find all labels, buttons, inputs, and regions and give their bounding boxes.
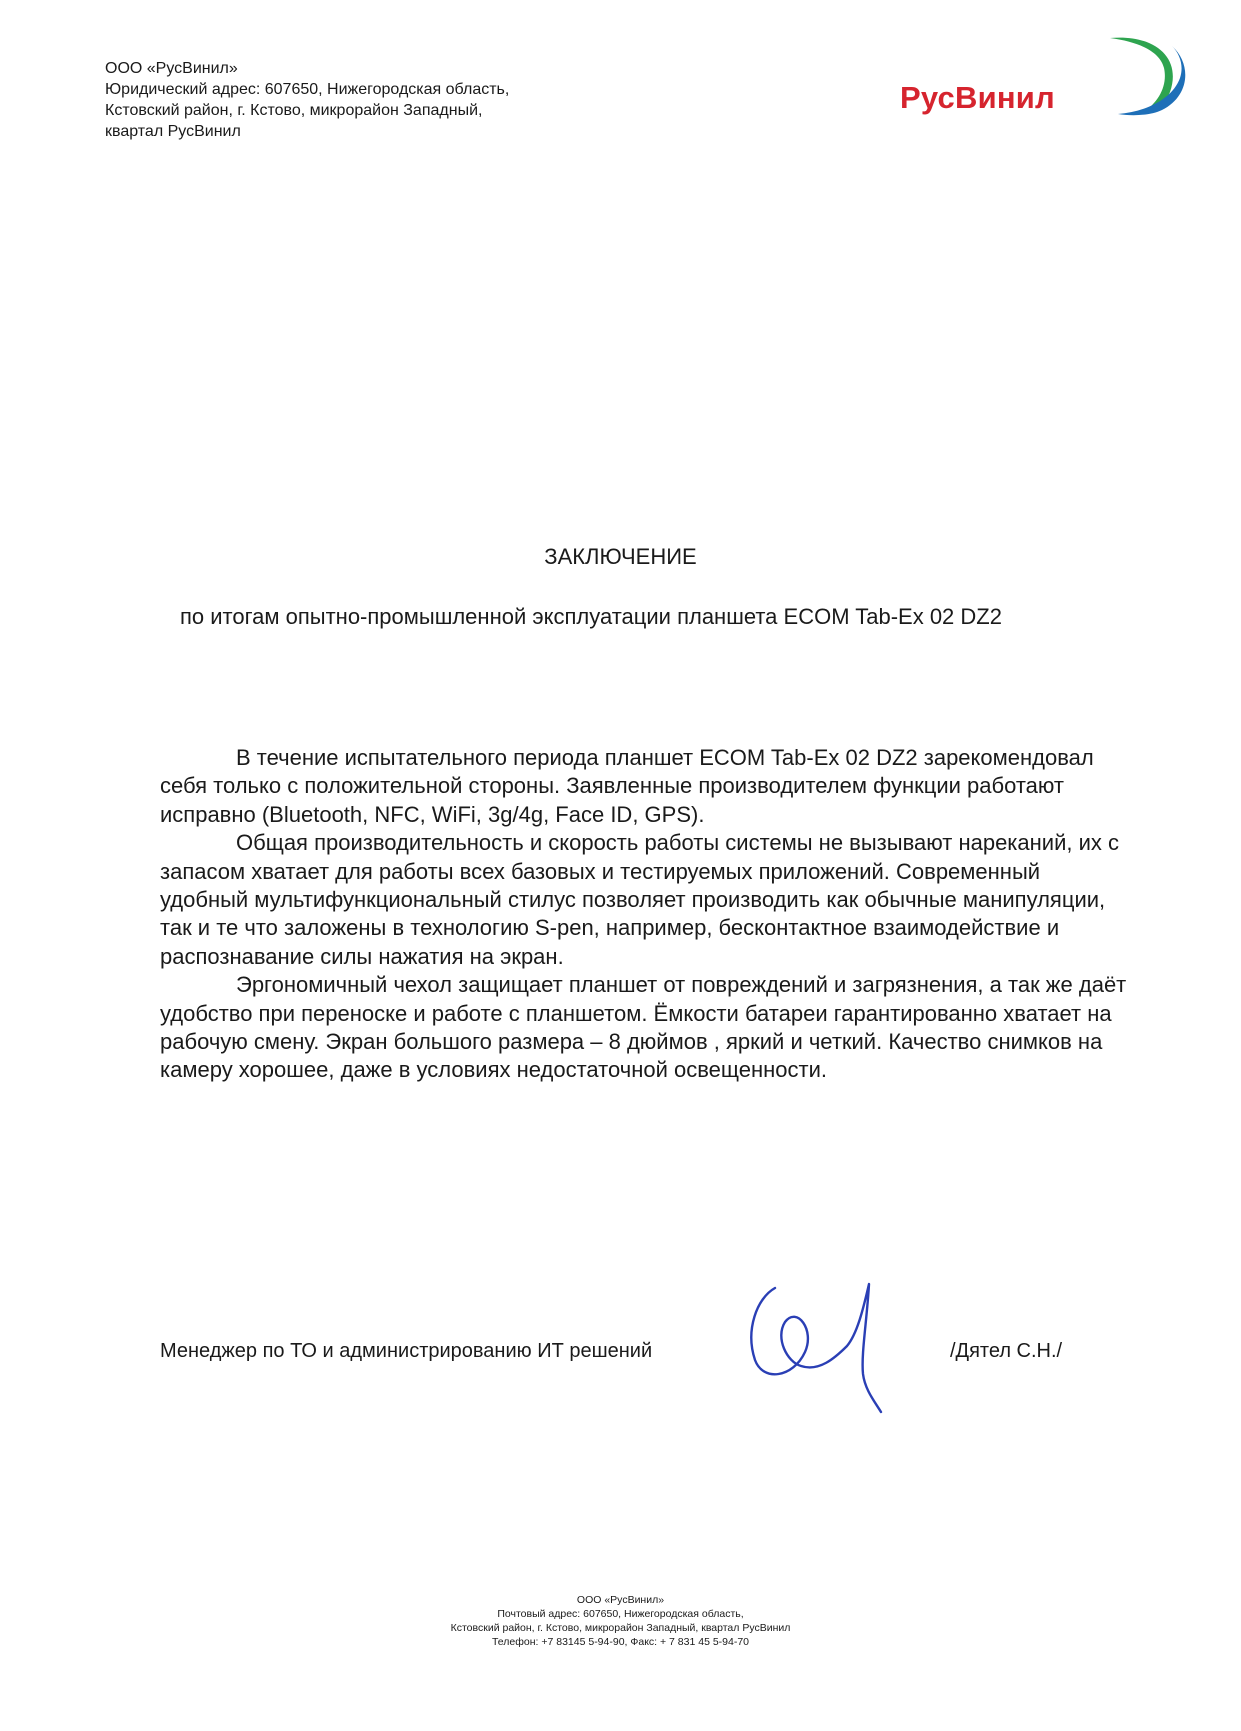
footer-line: ООО «РусВинил»	[576, 1594, 665, 1606]
footer-line: Почтовый адрес: 607650, Нижегородская область,	[497, 1608, 744, 1620]
document-title: ЗАКЛЮЧЕНИЕ	[544, 544, 697, 569]
header-address	[105, 58, 509, 142]
address-line: Юридический адрес: 607650, Нижегородская область,	[105, 81, 510, 98]
document-body	[160, 744, 1130, 1085]
body-paragraph: Эргономичный чехол защищает планшет от повреждений и загрязнения, а так же даёт удобство при переноске и работе с планшетом. Ёмкости батареи гарантированно хватает на рабочую смену. Экран большого размера – 8 дюймов , яркий и четкий. Качество снимков на камеру хорошее, даже в условиях недостаточной освещенности.	[160, 972, 1127, 1083]
address-line: квартал РусВинил	[105, 123, 241, 140]
logo-swoosh-icon	[1100, 30, 1195, 120]
logo-text: РусВинил	[900, 80, 1055, 115]
company-logo	[900, 30, 1200, 130]
footer-line: Телефон: +7 83145 5-94-90, Факс: + 7 831 45 5-94-70	[491, 1636, 750, 1648]
document-subtitle: по итогам опытно-промышленной эксплуатации планшета ECOM Tab-Ex 02 DZ2	[180, 604, 1002, 629]
signer-position: Менеджер по ТО и администрированию ИТ решений	[160, 1340, 653, 1362]
footer-line: Кстовский район, г. Кстово, микрорайон Западный, квартал РусВинил	[450, 1622, 791, 1634]
footer	[0, 1593, 1241, 1649]
signer-name: /Дятел С.Н./	[950, 1340, 1063, 1362]
body-paragraph: В течение испытательного периода планшет ECOM Tab-Ex 02 DZ2 зарекомендовал себя только с положительной стороны. Заявленные производителем функции работают исправно (Bluetooth, NFC, WiFi, 3g/4g, Face ID, GPS).	[160, 745, 1094, 827]
address-line: Кстовский район, г. Кстово, микрорайон Западный,	[105, 102, 483, 119]
body-paragraph: Общая производительность и скорость работы системы не вызывают нареканий, их с запасом хватает для работы всех базовых и тестируемых приложений. Современный удобный мультифункциональный стилус позволяет производить как обычные манипуляции, так и те что заложены в технологию S-pen, например, бесконтактное взаимодействие и распознавание силы нажатия на экран.	[160, 830, 1120, 969]
company-name: ООО «РусВинил»	[105, 60, 238, 77]
handwritten-signature	[735, 1250, 905, 1420]
